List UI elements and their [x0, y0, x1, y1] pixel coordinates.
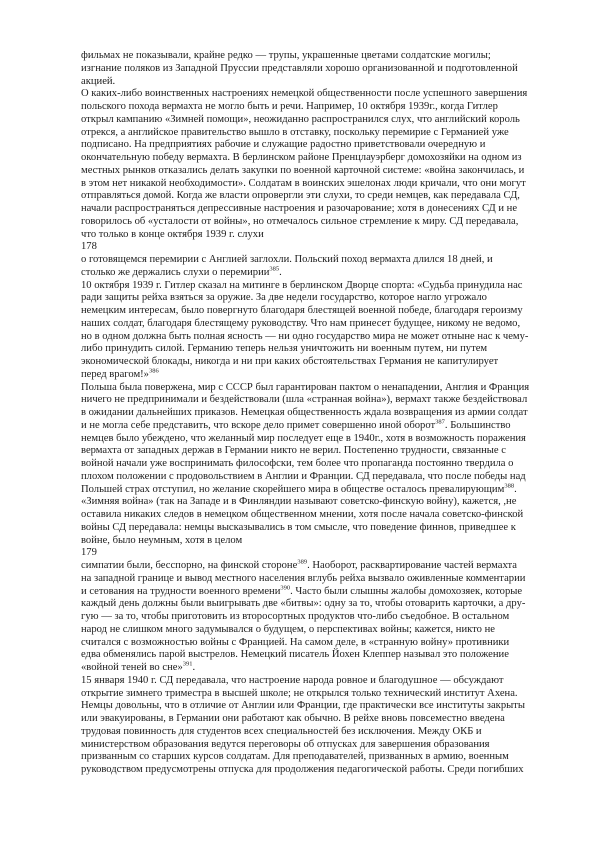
- text-line: на западной границе и вывод местного населения вглубь рейха вызвало оживленные комментарии: [81, 572, 526, 584]
- text-line: едва обменялись парой выстрелов. Немецкий писатель Йохен Клеппер называл это положение: [81, 649, 509, 661]
- text-line: «Зимняя война» (так на Западе и в Финляндии называют советско-финскую войну), кажется, ,не: [81, 496, 517, 508]
- text-line: в ожидании дальнейших приказов. Немецкая общественность ждала возвращения из армии солдат: [81, 407, 528, 418]
- text-line: столько же держались слухи о перемирии$^{385}$.: [81, 265, 282, 278]
- text-line: либо принудить силой. Германию теперь нельзя уничтожить ни военным путем, ни путем: [81, 343, 488, 355]
- page-number: 178: [81, 241, 97, 253]
- text-line: призванным со старших курсов солдатам. Для преподавателей, призванных в армию, военным: [81, 751, 509, 763]
- text-line: министерством образования ведутся переговоры об отпусках для завершения образования: [81, 738, 490, 750]
- footnote-reference: 389: [297, 558, 308, 566]
- text-line: отправляться домой. Когда же власти опровергли эти слухи, то среди немцев, как передавала СД,: [81, 190, 520, 202]
- text-line: говорилось об «усталости от войны», но отмечалось сильное стремление к миру. СД передавала,: [81, 215, 519, 227]
- text-line: открытие зимнего триместра в высшей школе; не открылся только технический институт Ахена.: [81, 687, 518, 699]
- text-line: и сетования на трудности военного времени$^{390}$. Часто были слышны жалобы домохозяек, которые: [81, 583, 523, 597]
- text-line: и не могла себе представить, что вскоре дело примет совершенно иной оборот$^{387}$. Большинство: [81, 418, 511, 431]
- footnote-reference: 386: [148, 367, 159, 375]
- text-line: Польшей страх отступил, но желание скорейшего мира в обществе осталось превалирующим$^{388}$.: [81, 481, 517, 495]
- text-line: каждый день должны были выигрывать две «битвы»: одну за то, чтобы отоварить карточки, а дру-: [81, 598, 526, 610]
- text-line: 10 октября 1939 г. Гитлер сказал на митинге в берлинском Дворце спорта: «Судьба принудила нас: [81, 279, 523, 291]
- text-line: вермахта от западных держав в Германии никто не верил. Постепенно трудности, связанные с: [81, 445, 506, 457]
- document-text: [81, 50, 551, 777]
- text-line: симпатии были, бесспорно, на финской стороне$^{389}$. Наоборот, расквартирование частей вермахта: [81, 558, 517, 571]
- text-line: польского похода вермахта не могло быть и речи. Например, 10 октября 1939г., когда Гитлер: [81, 101, 498, 112]
- text-line: окончательную победу вермахта. В берлинском районе Пренцлауэрберг домохозяйки на одном из: [81, 152, 522, 163]
- text-line: О каких-либо воинственных настроениях немецкой общественности после успешного завершения: [81, 88, 528, 100]
- text-line: войной начали уже воспринимать философски, тем более что пропаганда постоянно твердила о: [81, 458, 514, 469]
- text-line: Немцы довольны, что в отличие от Англии или Франции, где практически все институты закрыты: [81, 700, 525, 712]
- text-line: руководством предусмотрены отпуска для продолжения педагогической работы. Среди погибших: [81, 764, 524, 775]
- text-line: немцев было убеждено, что желанный мир последует еще в 1940г., хотя в возможность поражения: [81, 432, 526, 444]
- footnote-reference: 385: [269, 265, 280, 273]
- text-line: экономической блокады, никогда и ни при каких обстоятельствах Германия не капитулирует: [81, 356, 499, 367]
- text-line: ради защиты рейха взяться за оружие. За две недели государство, которое нагло угрожало: [81, 292, 487, 304]
- text-line: ничего не предпринимали и бездействовали (шла «странная война»), вермахт также бездействовал: [81, 394, 528, 406]
- text-line: в этом нет никакой необходимости». Солдатам в воинских эшелонах люди кричали, что они могут: [81, 177, 526, 189]
- text-line: трудовая повинность для студентов всех специальностей без исключения. Между ОКБ и: [81, 725, 482, 737]
- text-line: 15 января 1940 г. СД передавала, что настроение народа ровное и благодушное — обсуждают: [81, 674, 504, 686]
- text-line: местных рынков отказались делать закупки по военной карточной системе: «война закончилась, и: [81, 164, 525, 176]
- text-line: открыл кампанию «Зимней помощи», неожиданно распространился слух, что английский король: [81, 113, 520, 125]
- text-line: перед врагом!»$^{386}$: [81, 367, 159, 380]
- text-line: наших солдат, благодаря блестящему руководству. Что нам принесет будущее, никому не ведомо,: [81, 317, 521, 329]
- text-line: войне, было неумным, хотя в целом: [81, 534, 243, 546]
- text-line: или эвакуированы, в Германии они работают как обычно. В рейхе вновь повсеместно введена: [81, 713, 505, 724]
- text-line: оставила никаких следов в немецком общественном мнении, хотя после начала советско-финской: [81, 509, 524, 520]
- text-line: гую — за то, чтобы приготовить из второсортных продуктов что-либо съедобное. В остальном: [81, 611, 510, 622]
- page-number: 179: [81, 547, 97, 559]
- text-line: немецким интересам, было повергнуто благодаря блестящей военной победе, благодаря героизму: [81, 305, 523, 316]
- text-line: считался с возможностью войны с Францией. На самом деле, в «странную войну» противники: [81, 636, 510, 648]
- text-line: акцией.: [81, 75, 116, 87]
- text-line: но в одном должна быть полная ясность — ни одно государство мира не может отныне нас к чему-: [81, 330, 529, 342]
- text-line: о готовящемся перемирии с Англией заглохли. Польский поход вермахта длился 18 дней, и: [81, 254, 493, 265]
- text-line: отрекся, а английское правительство вышло в отставку, поскольку перемирие с Германией уже: [81, 126, 509, 138]
- text-line: подписано. На предприятиях рабочие и служащие радостно приветствовали очередную и: [81, 139, 486, 151]
- text-line: «войной теней во сне»$^{391}$.: [81, 660, 196, 673]
- text-line: что только в конце октября 1939 г. слухи: [81, 228, 264, 240]
- text-line: народ не слишком много задумывался о будущем, о перспективах войны; кажется, никто не: [81, 623, 495, 635]
- text-line: начали распространяться депрессивные настроения и разочарование; хотя в донесениях СД и не: [81, 203, 518, 214]
- footnote-reference: 387: [435, 418, 445, 426]
- text-line: войны СД передавала: немцы высказывались в том смысле, что поведение финнов, приведшее к: [81, 521, 516, 533]
- text-line: фильмах не показывали, крайне редко — трупы, украшенные цветами солдатские могилы;: [81, 50, 491, 61]
- text-line: Польша была повержена, мир с СССР был гарантирован пактом о ненападении, Англия и Франция: [81, 381, 530, 393]
- footnote-reference: 391: [182, 660, 193, 668]
- footnote-reference: 388: [504, 481, 515, 489]
- footnote-reference: 390: [280, 583, 291, 591]
- text-line: изгнание поляков из Западной Пруссии представляли хорошо организованной и подготовленной: [81, 62, 518, 74]
- text-line: плохом положении с продовольствием в Англии и Франции. СД передавала, что после победы над: [81, 470, 526, 482]
